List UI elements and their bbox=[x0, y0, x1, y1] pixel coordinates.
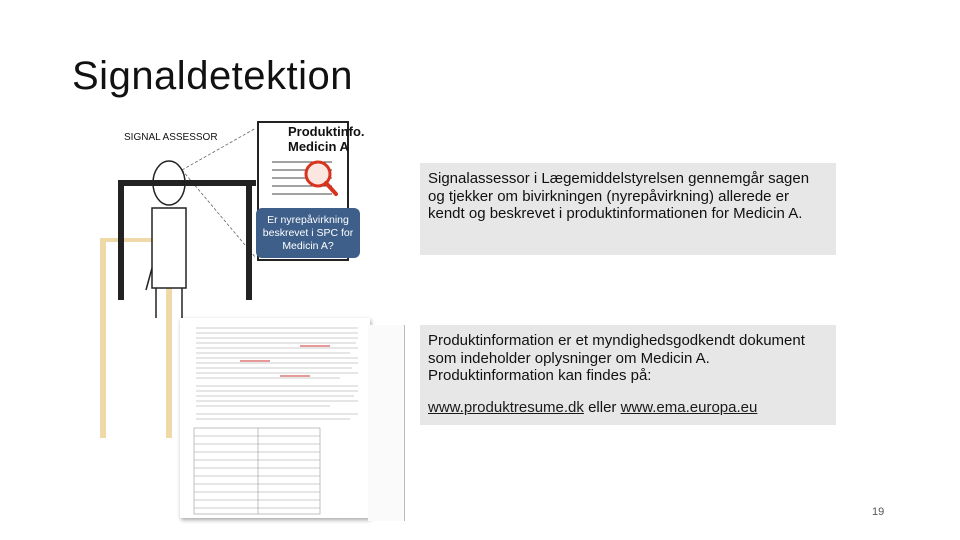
document-lines bbox=[180, 318, 370, 518]
page-number: 19 bbox=[872, 506, 885, 518]
card-title-line2: Medicin A bbox=[288, 139, 349, 154]
assessor-info-box bbox=[420, 163, 836, 255]
product-info-card-title bbox=[288, 124, 365, 154]
card-title-line1: Produktinfo. bbox=[288, 124, 365, 139]
question-bubble-text: Er nyrepåvirkning beskrevet i SPC for Medicin A? bbox=[262, 213, 354, 252]
spc-document-side-page bbox=[368, 325, 405, 521]
spc-document-preview bbox=[180, 318, 370, 518]
page-title: Signaldetektion bbox=[72, 54, 354, 98]
ema-link[interactable]: www.ema.europa.eu bbox=[620, 398, 758, 416]
assessor-info-text: Signalassessor i Lægemiddelstyrelsen gennemgår sagen og tjekker om bivirkningen (nyrepåvirkning) allerede er kendt og beskrevet i produktinformationen for Medicin A. bbox=[428, 170, 810, 222]
product-info-text: Produktinformation er et myndighedsgodkendt dokument som indeholder oplysninger om Medicin A. Produktinformation kan findes på: bbox=[428, 332, 805, 384]
signal-assessor-label: SIGNAL ASSESSOR bbox=[124, 132, 218, 143]
produktresume-link[interactable]: www.produktresume.dk bbox=[428, 398, 584, 416]
links-line bbox=[428, 399, 828, 417]
question-bubble bbox=[256, 208, 360, 258]
links-separator: eller bbox=[583, 398, 621, 416]
product-info-box bbox=[420, 325, 836, 425]
